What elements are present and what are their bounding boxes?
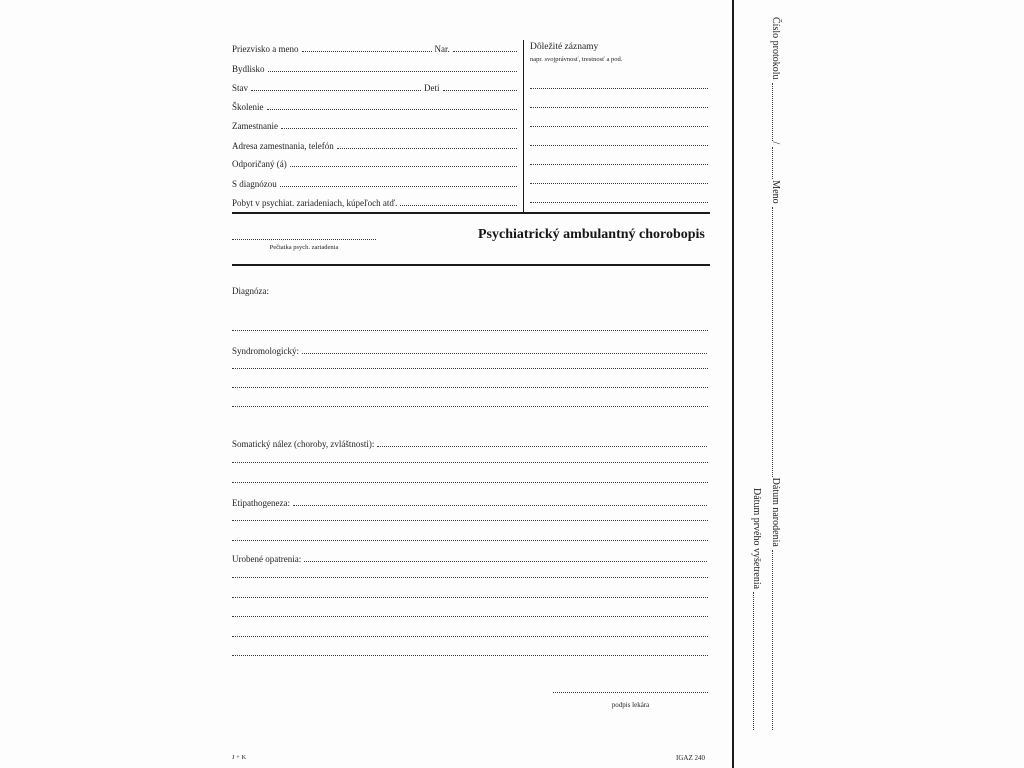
syndromological-line <box>232 368 708 369</box>
birth-blank <box>453 51 517 52</box>
syndromological-label: Syndromologický: <box>232 346 299 356</box>
protocol-number-label: Číslo protokolu <box>770 17 781 80</box>
field-diagnosis <box>232 177 518 189</box>
somatic-label: Somatický nález (choroby, zvláštnosti): <box>232 439 375 449</box>
syndromological-blank <box>302 353 707 354</box>
birth-date-blank <box>772 550 773 730</box>
referred-blank <box>290 166 517 167</box>
field-employer-address <box>232 139 518 151</box>
header-rule <box>232 212 710 214</box>
important-records-line <box>530 164 708 165</box>
somatic-line <box>232 482 708 483</box>
stay-blank <box>400 205 517 206</box>
employer-address-blank <box>337 148 517 149</box>
first-exam-date-label: Dátum prvého vyšetrenia <box>751 488 762 590</box>
education-label: Školenie <box>232 102 264 112</box>
syndromological-row <box>232 344 708 356</box>
field-stay <box>232 196 518 208</box>
children-blank <box>443 90 517 91</box>
etiopathogenesis-label: Etipathogeneza: <box>232 498 290 508</box>
education-blank <box>267 109 518 110</box>
side-name-blank <box>772 207 773 477</box>
etiopathogenesis-blank <box>293 505 707 506</box>
diagnosis-line <box>232 330 708 331</box>
field-education <box>232 100 518 112</box>
field-residence <box>232 62 518 74</box>
important-records-line <box>530 126 708 127</box>
stay-label: Pobyt v psychiat. zariadeniach, kúpeľoch atď. <box>232 198 398 208</box>
page-title: Psychiatrický ambulantný chorobopis <box>478 227 705 242</box>
referred-label: Odporičaný (á) <box>232 159 287 169</box>
title-rule <box>232 264 710 266</box>
strip-separator <box>732 0 734 768</box>
stamp-line <box>232 239 376 240</box>
side-strip-main <box>770 17 783 731</box>
protocol-year-blank <box>772 147 773 179</box>
important-records-hint: napr. svojprávnosť, trestnosť a pod. <box>530 56 623 63</box>
important-records-line <box>530 202 708 203</box>
important-records-line <box>530 183 708 184</box>
measures-line <box>232 616 708 617</box>
footer-left-code: J + K <box>232 754 247 761</box>
children-label: Deti <box>424 83 440 93</box>
birth-date-label: Dátum narodenia <box>770 477 781 547</box>
somatic-blank <box>377 446 707 447</box>
important-records-line <box>530 107 708 108</box>
somatic-row <box>232 437 708 449</box>
field-status-children <box>232 81 518 93</box>
status-blank <box>251 90 421 91</box>
employer-address-label: Adresa zamestnania, telefón <box>232 141 334 151</box>
protocol-separator: / <box>770 141 781 145</box>
residence-blank <box>268 71 517 72</box>
first-exam-date-blank <box>753 592 754 730</box>
signature-label: podpis lekára <box>611 701 650 709</box>
field-employment <box>232 119 518 131</box>
referral-diagnosis-blank <box>280 186 517 187</box>
measures-label: Urobené opatrenia: <box>232 554 302 564</box>
employment-label: Zamestnanie <box>232 121 278 131</box>
column-divider <box>523 40 524 214</box>
etiopathogenesis-line <box>232 540 708 541</box>
name-blank <box>302 51 432 52</box>
referral-diagnosis-label: S diagnózou <box>232 179 277 189</box>
measures-row <box>232 552 708 564</box>
measures-line <box>232 636 708 637</box>
protocol-number-blank <box>772 83 773 141</box>
measures-blank <box>304 561 707 562</box>
signature-line <box>553 692 708 693</box>
side-strip-first-exam <box>751 488 764 731</box>
etiopathogenesis-line <box>232 520 708 521</box>
birth-label: Nar. <box>434 44 450 54</box>
employment-blank <box>281 128 517 129</box>
important-records-line <box>530 145 708 146</box>
measures-line <box>232 655 708 656</box>
syndromological-line <box>232 406 708 407</box>
somatic-line <box>232 462 708 463</box>
footer-form-number: IGAZ 240 <box>676 754 705 762</box>
etiopathogenesis-row <box>232 496 708 508</box>
diagnosis-section-label: Diagnóza: <box>232 286 269 296</box>
field-name-birth <box>232 42 518 54</box>
syndromological-line <box>232 387 708 388</box>
name-label: Priezvisko a meno <box>232 44 299 54</box>
field-referred <box>232 157 518 169</box>
side-name-label: Meno <box>770 180 781 204</box>
measures-line <box>232 597 708 598</box>
measures-line <box>232 577 708 578</box>
important-records-line <box>530 88 708 89</box>
stamp-label: Pečiatka psych. zariadenia <box>269 244 339 251</box>
important-records-title: Dôležité záznamy <box>530 42 599 52</box>
residence-label: Bydlisko <box>232 64 265 74</box>
status-label: Stav <box>232 83 249 93</box>
